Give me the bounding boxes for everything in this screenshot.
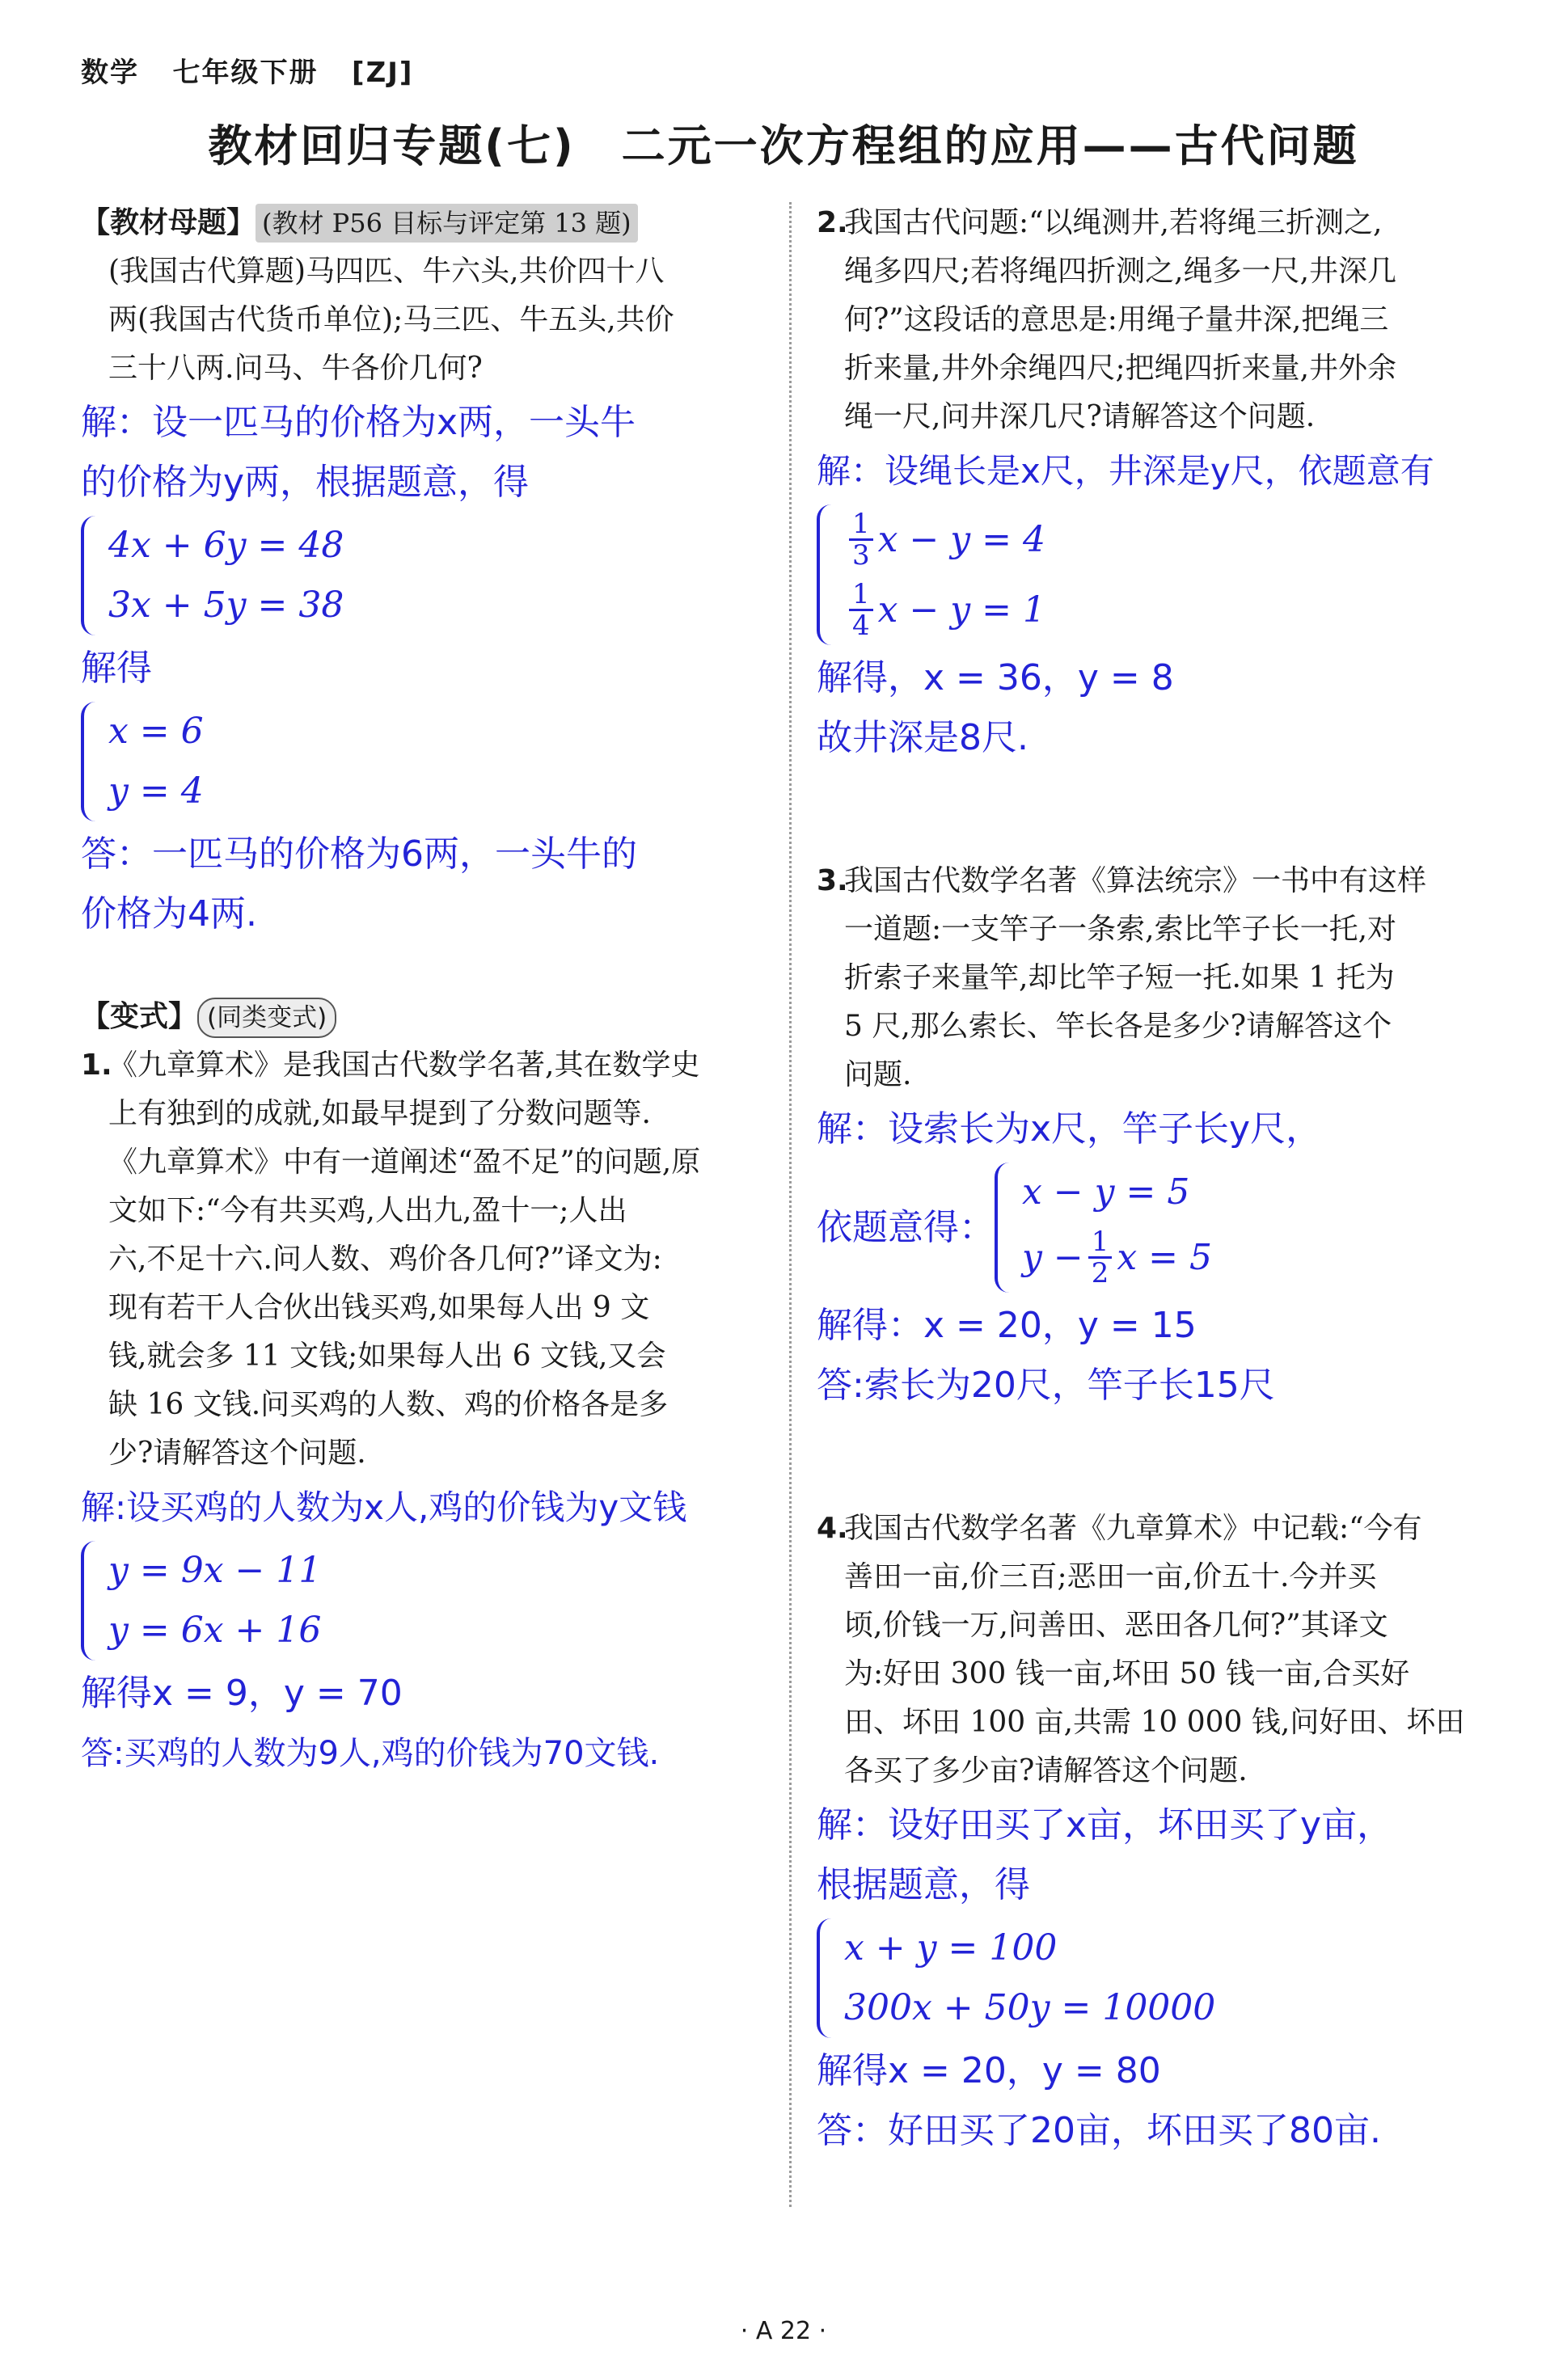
answer-solution: 解得x = 20，y = 80 — [817, 2050, 1161, 2091]
equation: x + y = 100 — [844, 1927, 1058, 1969]
fraction — [849, 509, 873, 570]
text-line: 折索子来量竿,却比竿子短一托.如果 1 托为 — [844, 961, 1395, 994]
left-column — [81, 199, 768, 1783]
text-line: 我国古代数学名著《算法统宗》一书中有这样 — [844, 864, 1427, 897]
answer-conclusion: 答:索长为20尺，竿子长15尺 — [817, 1365, 1275, 1406]
brace-icon — [81, 1541, 102, 1661]
answer-solution: 解得x = 9，y = 70 — [81, 1673, 403, 1714]
grade-label: 七年级下册 — [172, 57, 319, 89]
equation-system — [995, 1163, 1212, 1293]
variant-tag: (同类变式) — [197, 998, 336, 1038]
answer-intro: 的价格为y两，根据题意，得 — [81, 462, 530, 503]
brace-icon — [817, 1918, 838, 2038]
text-line: 问题. — [844, 1058, 912, 1091]
edition-label: [ZJ] — [352, 57, 414, 89]
text-line: 绳多四尺;若将绳四折测之,绳多一尺,井深几 — [844, 255, 1397, 288]
brace-icon — [81, 516, 102, 635]
text-line: 六,不足十六.问人数、鸡价各几何?”译文为: — [108, 1243, 662, 1276]
problem-3-answer — [817, 1099, 1528, 1416]
equation-rest: x − y = 1 — [877, 589, 1045, 631]
text-line: 缺 16 文钱.问买鸡的人数、鸡的价格各是多 — [108, 1388, 669, 1421]
answer-intro: 解：设好田买了x亩，坏田买了y亩， — [817, 1804, 1393, 1846]
mother-problem-source: (教材 P56 目标与评定第 13 题) — [256, 204, 638, 243]
numerator: 1 — [1088, 1227, 1113, 1259]
answer-intro: 解：设绳长是x尺，井深是y尺，依题意有 — [817, 451, 1434, 491]
problem-4 — [817, 1504, 1528, 1796]
equation — [844, 575, 1045, 645]
variant-label: 【变式】 — [81, 1000, 198, 1033]
fraction — [849, 580, 873, 640]
fraction — [1088, 1227, 1113, 1288]
text-line: 何?”这段话的意思是:用绳子量井深,把绳三 — [844, 303, 1389, 336]
problem-2-answer — [817, 441, 1528, 768]
solution-system — [81, 702, 768, 821]
page-title: 教材回归专题(七) 二元一次方程组的应用——古代问题 — [208, 120, 1359, 171]
text-line: 顷,价钱一万,问善田、恶田各几何?”其译文 — [844, 1609, 1388, 1642]
solve-label: 解得 — [81, 648, 152, 689]
answer-intro: 解:设买鸡的人数为x人,鸡的价钱为y文钱 — [81, 1488, 687, 1527]
equation: y = 6x + 16 — [108, 1610, 322, 1651]
text-line: 一道题:一支竿子一条索,索比竿子长一托,对 — [844, 913, 1397, 946]
equation-part: y − — [1022, 1236, 1083, 1278]
subject-label: 数学 — [81, 57, 139, 89]
brace-icon — [81, 702, 102, 821]
brace-icon — [995, 1163, 1016, 1293]
denominator: 2 — [1091, 1257, 1109, 1289]
text-line: 《九章算术》是我国古代数学名著,其在数学史 — [108, 1049, 700, 1082]
text-line: 我国古代数学名著《九章算术》中记载:“今有 — [844, 1512, 1422, 1545]
text-line: 田、坏田 100 亩,共需 10 000 钱,问好田、坏田 — [844, 1706, 1465, 1739]
text-line: (我国古代算题)马四匹、牛六头,共价四十八 — [108, 255, 665, 288]
text-line: 上有独到的成就,如最早提到了分数问题等. — [108, 1097, 651, 1130]
problem-1 — [81, 1041, 768, 1478]
text-line: 5 尺,那么索长、竿长各是多少?请解答这个 — [844, 1010, 1392, 1043]
problem-3 — [817, 857, 1528, 1099]
text-line: 我国古代问题:“以绳测井,若将绳三折测之, — [844, 206, 1383, 239]
equation-part: x = 5 — [1117, 1236, 1213, 1278]
problem-number: 2. — [817, 206, 848, 239]
numerator: 1 — [849, 580, 873, 611]
equation-system — [817, 1918, 1528, 2038]
problem-2 — [817, 199, 1528, 441]
column-divider — [789, 202, 792, 2207]
equation-rest: x − y = 4 — [877, 518, 1045, 560]
text-line: 《九章算术》中有一道阐述“盈不足”的问题,原 — [108, 1146, 701, 1179]
text-line: 钱,就会多 11 文钱;如果每人出 6 文钱,又会 — [108, 1340, 666, 1373]
denominator: 3 — [852, 539, 870, 572]
problem-number: 3. — [817, 864, 848, 897]
page-header — [81, 50, 413, 90]
equation-system — [817, 504, 1528, 645]
brace-icon — [817, 504, 838, 645]
equation — [1022, 1222, 1212, 1293]
answer-conclusion: 价格为4两. — [81, 893, 257, 935]
answer-solution: 解得：x = 20，y = 15 — [817, 1305, 1197, 1346]
equation-system — [81, 1541, 768, 1661]
solution: x = 6 — [108, 711, 204, 752]
denominator: 4 — [852, 610, 870, 642]
answer-conclusion: 答:买鸡的人数为9人,鸡的价钱为70文钱. — [81, 1735, 660, 1772]
text-line: 善田一亩,价三百;恶田一亩,价五十.今并买 — [844, 1560, 1377, 1593]
text-line: 各买了多少亩?请解答这个问题. — [844, 1754, 1248, 1787]
answer-conclusion: 答：好田买了20亩，坏田买了80亩. — [817, 2110, 1381, 2151]
answer-intro: 解：设索长为x尺，竿子长y尺， — [817, 1108, 1322, 1150]
mother-problem-label: 【教材母题】 — [81, 206, 256, 239]
text-line: 绳一尺,问井深几尺?请解答这个问题. — [844, 400, 1316, 433]
problem-text — [844, 1504, 1464, 1796]
variant-heading — [81, 993, 768, 1041]
mother-problem-heading — [81, 199, 768, 247]
equation: 4x + 6y = 48 — [108, 525, 344, 566]
answer-intro: 解：设一匹马的价格为x两，一头牛 — [81, 402, 636, 443]
problem-1-answer — [81, 1478, 768, 1783]
text-line: 两(我国古代货币单位);马三匹、牛五头,共价 — [108, 303, 674, 336]
answer-conclusion: 答：一匹马的价格为6两，一头牛的 — [81, 833, 637, 875]
problem-text — [844, 199, 1396, 441]
mother-problem-text — [81, 247, 768, 393]
problem-4-answer — [817, 1796, 1528, 2161]
equation: 3x + 5y = 38 — [108, 584, 344, 626]
right-column — [817, 199, 1528, 2161]
problem-text — [844, 857, 1426, 1099]
text-line: 现有若干人合伙出钱买鸡,如果每人出 9 文 — [108, 1291, 650, 1324]
page-number: · A 22 · — [740, 2317, 827, 2345]
answer-intro: 根据题意，得 — [817, 1864, 1030, 1905]
solution: y = 4 — [108, 770, 204, 812]
text-line: 折来量,井外余绳四尺;把绳四折来量,井外余 — [844, 352, 1397, 385]
problem-number: 4. — [817, 1512, 848, 1545]
problem-number: 1. — [81, 1049, 112, 1082]
equation-system — [81, 516, 768, 635]
answer-lead: 依题意得： — [817, 1206, 995, 1248]
answer-conclusion: 故井深是8尺. — [817, 717, 1028, 758]
text-line: 三十八两.问马、牛各价几何? — [108, 352, 483, 385]
answer-solution: 解得，x = 36，y = 8 — [817, 657, 1174, 698]
equation: x − y = 5 — [1022, 1171, 1190, 1213]
text-line: 文如下:“今有共买鸡,人出九,盈十一;人出 — [108, 1194, 627, 1227]
equation: 300x + 50y = 10000 — [844, 1987, 1216, 2028]
equation: y = 9x − 11 — [108, 1550, 322, 1591]
text-line: 少?请解答这个问题. — [108, 1437, 366, 1470]
equation — [844, 504, 1045, 575]
numerator: 1 — [849, 509, 873, 541]
problem-text — [108, 1041, 700, 1478]
mother-problem — [81, 199, 768, 393]
mother-answer — [81, 393, 768, 944]
text-line: 为:好田 300 钱一亩,坏田 50 钱一亩,合买好 — [844, 1657, 1410, 1690]
